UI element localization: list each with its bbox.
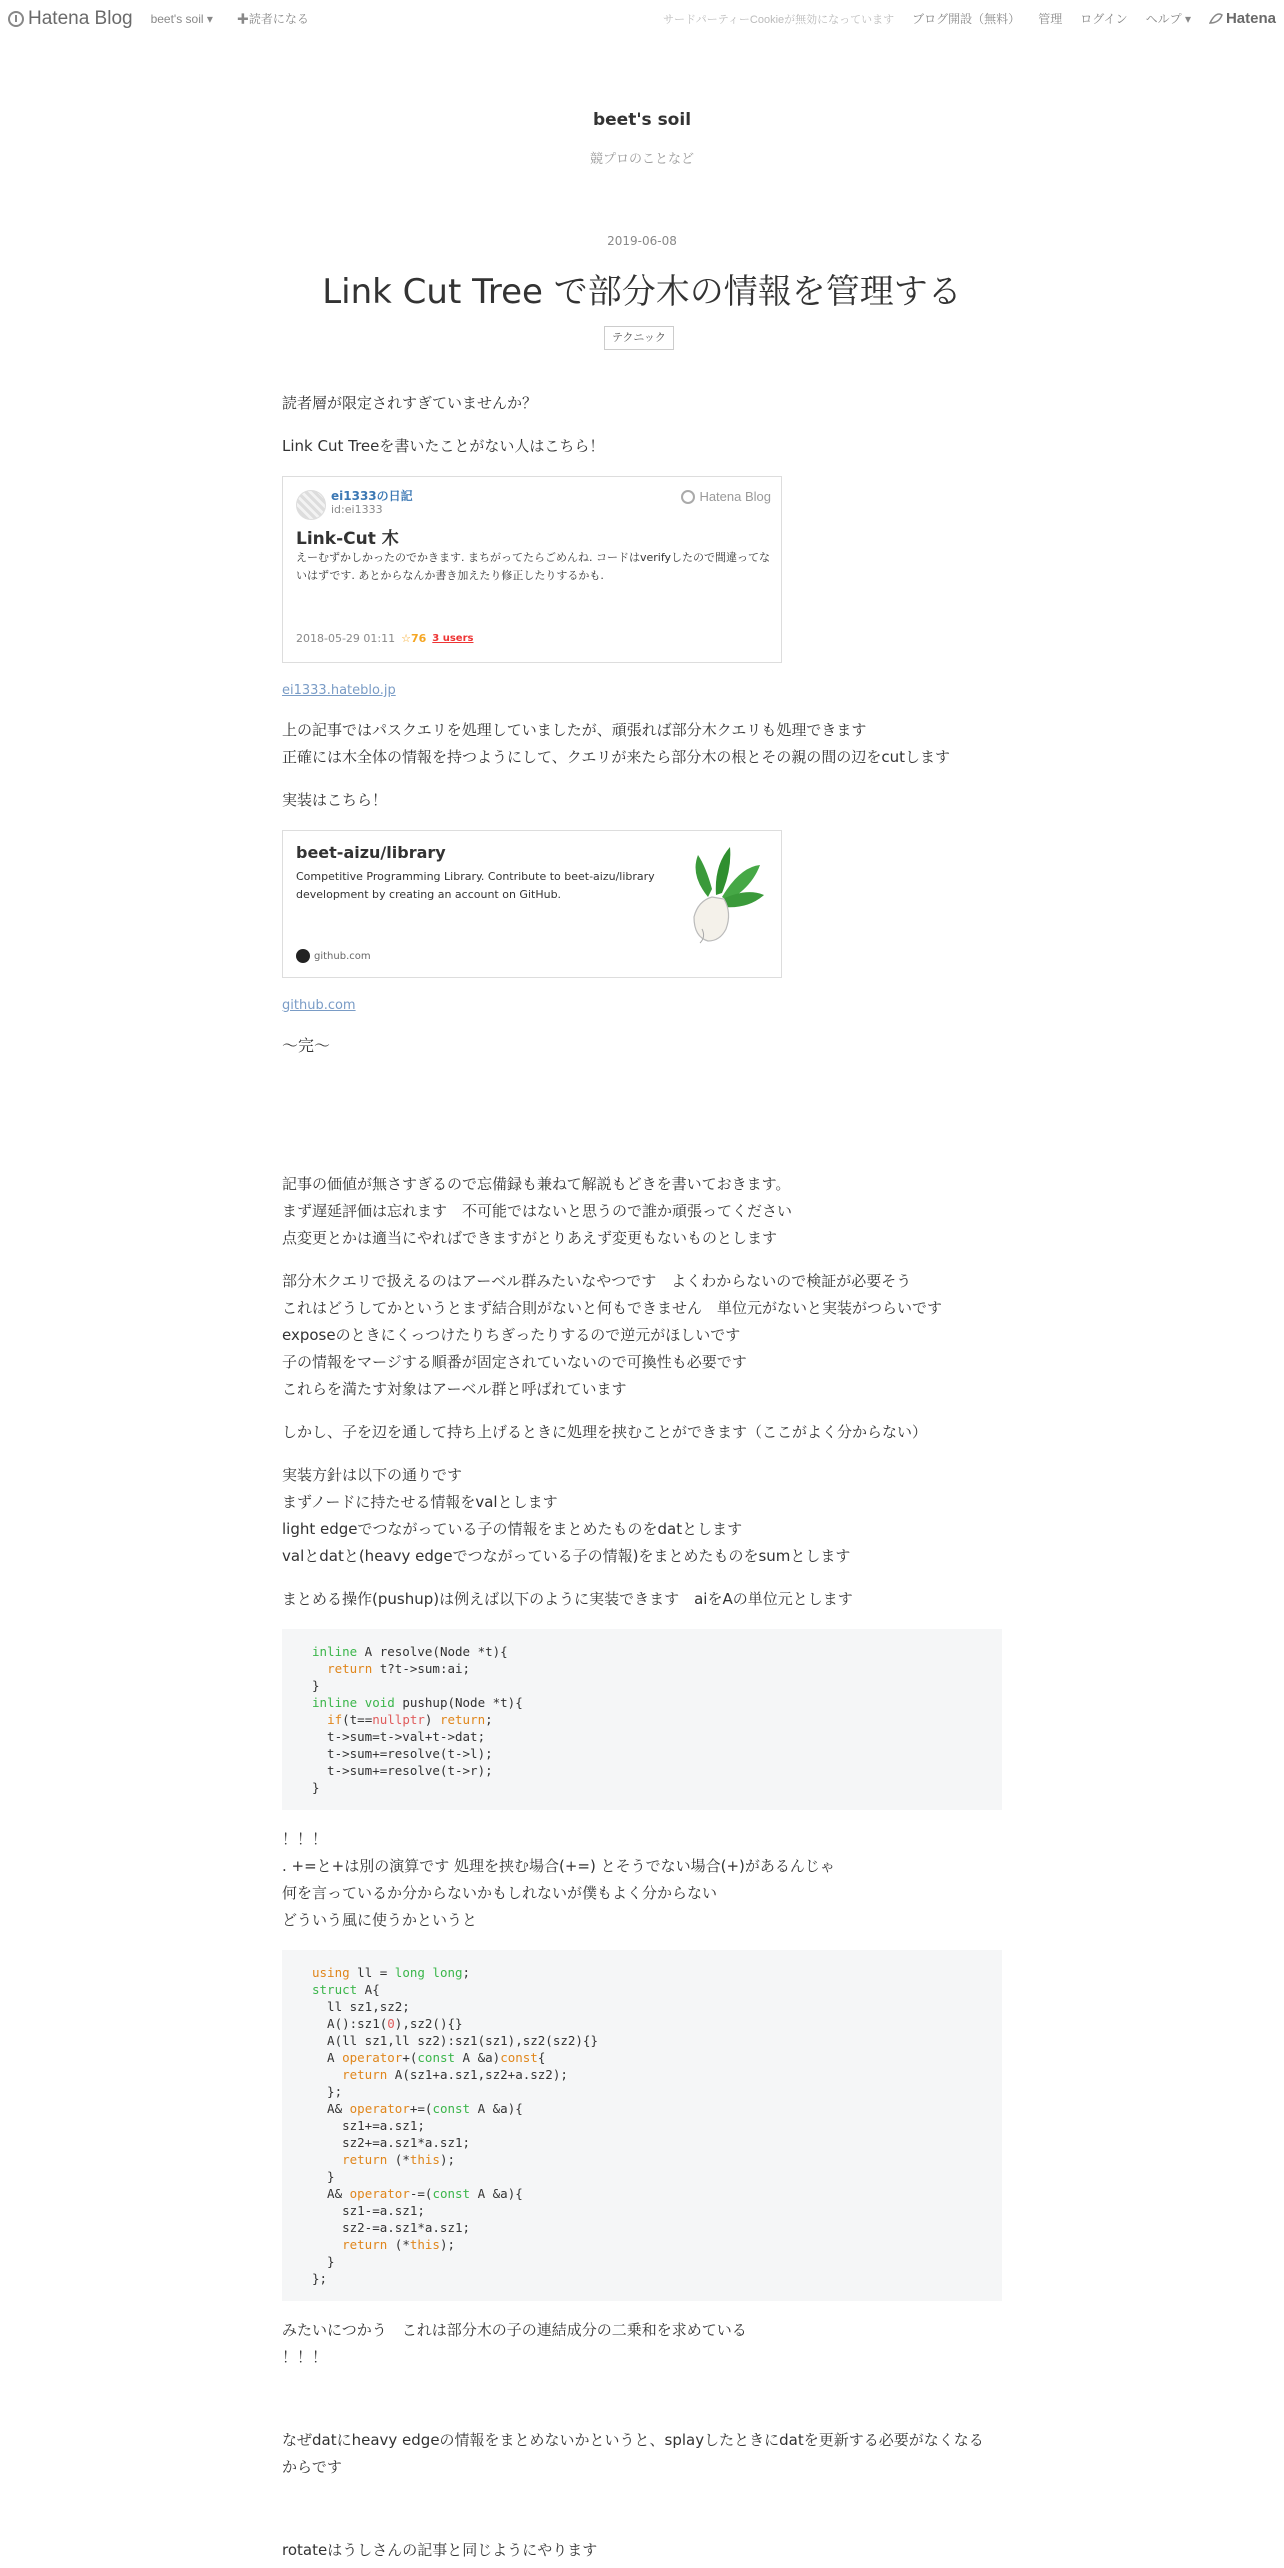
code-line: inline void pushup(Node *t){ xyxy=(312,1695,523,1710)
github-icon xyxy=(296,949,310,963)
code-line: }; xyxy=(312,2084,343,2099)
login-link[interactable]: ログイン xyxy=(1080,12,1128,26)
top-bar xyxy=(0,0,1284,37)
hatena-blog-logo[interactable] xyxy=(8,8,133,30)
paragraph: rotateはうしさんの記事と同じようにやります xyxy=(282,2541,598,2559)
subscribe-button[interactable]: ✚読者になる xyxy=(236,12,309,26)
code-line: } xyxy=(312,1678,320,1693)
code-line: } xyxy=(312,1780,320,1795)
paragraph: これはどうしてかというとまず結合則がないと何もできません 単位元がないと実装がつらいです xyxy=(282,1299,943,1317)
avatar xyxy=(296,490,326,520)
embed-date: 2018-05-29 01:11 xyxy=(296,632,396,645)
paragraph: 何を言っているか分からないかもしれないが僕もよく分からない xyxy=(282,1884,718,1902)
embed-description: えーむずかしかったのでかきます. まちがってたらごめんね. コードはverifyしたので間違ってないはずです. あとからなんか書き加えたり修正したりするかも. xyxy=(296,551,771,582)
paragraph: 実装はこちら！ xyxy=(282,791,388,809)
paragraph: light edgeでつながっている子の情報をまとめたものをdatとします xyxy=(282,1520,743,1538)
code-line: } xyxy=(312,2254,335,2269)
code-block[interactable] xyxy=(282,1950,1002,2301)
code-line: }; xyxy=(312,2271,328,2286)
source-link[interactable]: github.com xyxy=(282,998,356,1013)
open-blog-link[interactable]: ブログ開設（無料） xyxy=(912,12,1021,26)
top-bar-left xyxy=(0,8,333,30)
github-embed-card[interactable] xyxy=(282,830,782,978)
cookie-notice[interactable]: サードパーティーCookieが無効になっています xyxy=(663,13,895,26)
blog-menu-link[interactable]: beet's soil ▾ xyxy=(150,11,213,26)
repo-title[interactable]: beet-aizu/library xyxy=(296,843,446,862)
code-line: A():sz1(0),sz2(){} xyxy=(312,2016,463,2031)
paragraph: しかし、子を辺を通して持ち上げるときに処理を挟むことができます（ここがよく分からない） xyxy=(282,1423,928,1441)
code-line: A& operator-=(const A &a){ xyxy=(312,2186,523,2201)
blog-title[interactable]: beet's soil xyxy=(592,110,692,130)
code-line: A operator+(const A &a)const{ xyxy=(312,2050,546,2065)
hatena-leaf-icon xyxy=(1209,13,1223,25)
code-line: inline A resolve(Node *t){ xyxy=(312,1644,508,1659)
embed-service xyxy=(681,489,771,504)
paragraph: まず遅延評価は忘れます 不可能ではないと思うので誰か頑張ってください xyxy=(282,1202,793,1220)
embed-service-label: Hatena Blog xyxy=(699,489,771,504)
code-line: t->sum+=resolve(t->r); xyxy=(312,1763,493,1778)
embed-author-name[interactable]: ei1333の日記 xyxy=(331,489,413,503)
hatena-blog-icon xyxy=(681,490,695,504)
help-menu[interactable]: ヘルプ ▾ xyxy=(1145,12,1191,26)
admin-link[interactable]: 管理 xyxy=(1038,12,1063,26)
hatena-brand-text: Hatena xyxy=(1225,10,1276,27)
hatena-brand-link[interactable] xyxy=(1209,10,1276,27)
paragraph: 点変更とかは適当にやればできますがとりあえず変更もないものとします xyxy=(282,1229,778,1247)
code-line: return A(sz1+a.sz1,sz2+a.sz2); xyxy=(342,2067,568,2082)
code-line: } xyxy=(312,2169,335,2184)
entry-content xyxy=(282,390,1002,2564)
code-line: t->sum+=resolve(t->l); xyxy=(312,1746,493,1761)
source-link[interactable]: ei1333.hateblo.jp xyxy=(282,683,396,698)
paragraph: 上の記事ではパスクエリを処理していましたが、頑張れば部分木クエリも処理できます xyxy=(282,721,867,739)
code-line: A(ll sz1,ll sz2):sz1(sz1),sz2(sz2){} xyxy=(312,2033,598,2048)
paragraph: 実装方針は以下の通りです xyxy=(282,1466,463,1484)
code-line: A& operator+=(const A &a){ xyxy=(312,2101,523,2116)
code-line: sz1+=a.sz1; xyxy=(312,2118,425,2133)
code-line: t->sum=t->val+t->dat; xyxy=(312,1729,486,1744)
paragraph: どういう風に使うかというと xyxy=(282,1911,478,1929)
code-line: if(t==nullptr) return; xyxy=(327,1712,493,1727)
entry-date[interactable]: 2019-06-08 xyxy=(607,234,677,248)
embed-title[interactable]: Link-Cut 木 xyxy=(296,529,399,549)
logo-text: Hatena Blog xyxy=(28,7,133,29)
blog-embed-card[interactable] xyxy=(282,476,782,663)
paragraph: これらを満たす対象はアーベル群と呼ばれています xyxy=(282,1380,627,1398)
bookmark-users[interactable]: 3 users xyxy=(432,633,474,644)
paragraph: 子の情報をマージする順番が固定されていないので可換性も必要です xyxy=(282,1353,747,1371)
code-line: using ll = long long; xyxy=(312,1965,471,1980)
code-line: sz2+=a.sz1*a.sz1; xyxy=(312,2135,471,2150)
embed-author-id: id:ei1333 xyxy=(331,503,383,516)
top-bar-right xyxy=(663,0,1276,37)
paragraph: 記事の価値が無さすぎるので忘備録も兼ねて解説もどきを書いておきます。 xyxy=(282,1175,791,1193)
paragraph: なぜdatにheavy edgeの情報をまとめないかというと、splayしたときにdatを更新する必要がなくなる xyxy=(282,2431,984,2449)
blog-description: 競プロのことなど xyxy=(589,152,694,167)
paragraph: . +=と+は別の演算です 処理を挟む場合(+=) とそうでない場合(+)があるんじゃ xyxy=(282,1857,835,1875)
paragraph: 部分木クエリで扱えるのはアーベル群みたいなやつです よくわからないので検証が必要そう xyxy=(282,1272,912,1290)
code-line: return t?t->sum:ai; xyxy=(327,1661,471,1676)
entry-title[interactable]: Link Cut Tree で部分木の情報を管理する xyxy=(322,272,962,312)
paragraph: まとめる操作(pushup)は例えば以下のように実装できます aiをAの単位元とします xyxy=(282,1590,853,1608)
paragraph: Link Cut Treeを書いたことがない人はこちら！ xyxy=(282,437,605,455)
code-block[interactable] xyxy=(282,1629,1002,1810)
paragraph: valとdatと(heavy edgeでつながっている子の情報)をまとめたものをsumとします xyxy=(282,1547,851,1565)
hatena-logo-icon xyxy=(8,11,24,27)
category-tag[interactable]: テクニック xyxy=(604,326,674,350)
paragraph: 〜完〜 xyxy=(282,1036,331,1055)
paragraph: ！！！ xyxy=(282,1830,328,1848)
paragraph: ！！！ xyxy=(282,2348,328,2366)
paragraph: 読者層が限定されすぎていませんか？ xyxy=(282,394,538,412)
repo-footer xyxy=(296,949,371,963)
paragraph: まずノードに持たせる情報をvalとします xyxy=(282,1493,558,1511)
paragraph: からです xyxy=(282,2458,342,2476)
code-line: ll sz1,sz2; xyxy=(312,1999,410,2014)
embed-footer xyxy=(296,632,473,645)
repo-description: Competitive Programming Library. Contribute to beet-aizu/library development by creating an account on GitHub. xyxy=(296,870,655,901)
code-line: sz2-=a.sz1*a.sz1; xyxy=(312,2220,471,2235)
repo-site: github.com xyxy=(314,950,371,962)
paragraph: みたいにつかう これは部分木の子の連結成分の二乗和を求めている xyxy=(282,2321,747,2339)
code-line: return (*this); xyxy=(342,2237,456,2252)
code-line: return (*this); xyxy=(342,2152,456,2167)
paragraph: 正確には木全体の情報を持つようにして、クエリが来たら部分木の根とその親の間の辺をcutします xyxy=(282,748,951,766)
code-line: sz1-=a.sz1; xyxy=(312,2203,425,2218)
code-line: struct A{ xyxy=(312,1982,380,1997)
beet-image xyxy=(668,837,768,945)
paragraph: exposeのときにくっつけたりちぎったりするので逆元がほしいです xyxy=(282,1326,741,1344)
star-count[interactable]: ☆76 xyxy=(401,632,427,645)
